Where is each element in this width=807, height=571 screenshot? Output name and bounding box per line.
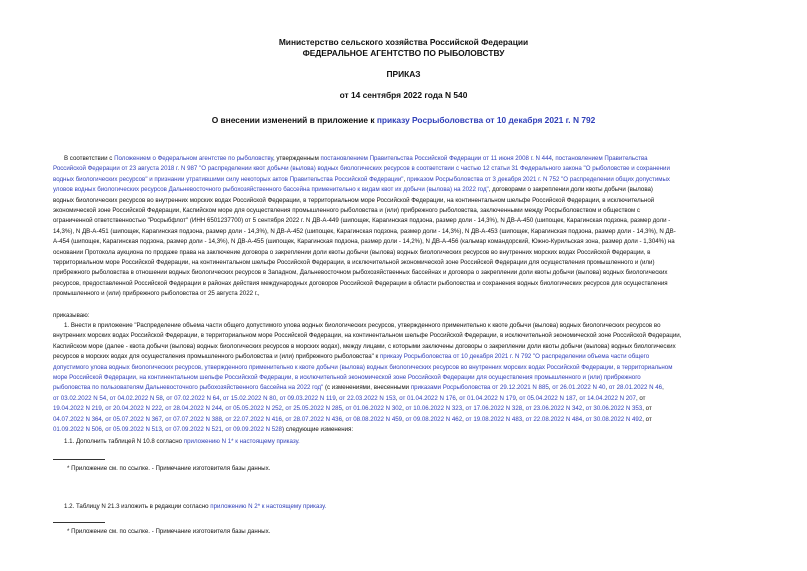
text-run: , bbox=[101, 426, 106, 433]
doc-link[interactable]: * к настоящему приказу. bbox=[257, 503, 327, 510]
doc-title-text: О внесении изменений в приложение к bbox=[211, 115, 377, 125]
text-line bbox=[53, 384, 807, 392]
text-run: , bbox=[162, 394, 167, 402]
doc-link[interactable]: от 09.03.2022 N 119 bbox=[279, 394, 336, 402]
doc-link[interactable]: от 20.04.2022 N 222 bbox=[105, 405, 162, 413]
text-run: , bbox=[161, 415, 166, 423]
text-run: , bbox=[551, 155, 556, 162]
text-run: экономической зоне Российской Федерации, Каспийском море для осуществления промышленного рыболовства и (или) прибрежного рыболовства, заключенными между Росрыболовством и обществом с bbox=[53, 207, 640, 214]
text-run: , bbox=[395, 394, 400, 402]
text-run: территориальном море Российской Федерации, на континентальном шельфе Российской Федерации, в исключительной экономической зоне Российской Федерации для осуществления промышленного и (или) bbox=[53, 259, 655, 266]
text-run: , bbox=[455, 394, 460, 402]
footnote-divider bbox=[53, 459, 105, 460]
text-line bbox=[53, 364, 807, 372]
doc-date-number: от 14 сентября 2022 года N 540 bbox=[339, 90, 468, 100]
order-word: приказываю: bbox=[53, 312, 90, 319]
doc-link[interactable]: приказами Росрыболовства от 29.12.2021 N 885 bbox=[410, 384, 549, 392]
text-run: , bbox=[106, 394, 110, 402]
text-run: , bbox=[515, 394, 520, 402]
doc-link[interactable]: от 07.02.2022 N 64 bbox=[166, 394, 220, 402]
text-run: внутренних морских водах Российской Федерации, в территориальном море Российской Федерации, на континентальном шельфе Российской Федерации, в исключительной экономической зоне Российской Федерации, bbox=[53, 332, 682, 340]
doc-link[interactable]: от 19.08.2022 N 483 bbox=[465, 415, 523, 423]
doc-link[interactable]: от 05.04.2022 N 187 bbox=[519, 394, 576, 402]
doc-link[interactable]: от 25.05.2022 N 285 bbox=[285, 405, 343, 413]
text-line bbox=[64, 322, 807, 330]
text-line bbox=[53, 343, 807, 351]
doc-link[interactable]: от 05.07.2022 N 367 bbox=[105, 415, 162, 423]
text-run: , bbox=[582, 405, 586, 413]
text-run: Каспийском море (далее - квота добычи (вылова) водных биологических ресурсов в морских водах), между лицами, с которыми заключены договоры о закреплении доли квоты добычи (вылова) водных биологических bbox=[53, 342, 676, 350]
doc-link[interactable]: от 28.07.2022 N 436 bbox=[285, 415, 343, 423]
doc-link[interactable]: от 08.08.2022 N 459 bbox=[345, 415, 403, 423]
text-run: , bbox=[281, 405, 286, 413]
doc-link[interactable]: от 09.08.2022 N 462 bbox=[405, 415, 463, 423]
doc-link[interactable]: Российской Федерации от 23 августа 2018 г. N 987 "О распределении квот добычи (вылова) водных биологических ресурсов в соответствии с частью 12 статьи 31 Федерального закона "О рыболовстве и сохранении bbox=[53, 165, 670, 173]
text-line bbox=[53, 217, 807, 225]
text-run: ) следующие изменения: bbox=[281, 426, 354, 433]
text-line bbox=[64, 155, 807, 163]
doc-link[interactable]: от 15.02.2022 N 80 bbox=[222, 394, 277, 402]
doc-link[interactable]: от 14.04.2022 N 207 bbox=[579, 394, 636, 402]
doc-link[interactable]: от 03.02.2022 N 54 bbox=[53, 394, 107, 402]
text-run: , bbox=[219, 394, 223, 402]
text-run: А-454 (шипощек, Карагинская подзона, размер доли - 14,3%), N ДВ-А-455 (шипощек, Карагинская подзона, размер доли - 14,2%), N ДВ-А-456 (кальмар командорский, Южно-Курильская зона, размер доли - 1,304%) на bbox=[53, 238, 675, 246]
doc-link[interactable]: от 10.06.2022 N 323 bbox=[405, 405, 463, 413]
text-line bbox=[53, 186, 807, 194]
text-run: , bbox=[276, 394, 280, 402]
text-run: , bbox=[522, 415, 526, 423]
text-run: , от bbox=[642, 415, 652, 423]
doc-link[interactable]: от 26.01.2022 N 40 bbox=[552, 384, 606, 392]
text-run: 1.1. Дополнить таблицей N 10.8 согласно bbox=[64, 438, 184, 445]
text-run: , от bbox=[642, 405, 652, 413]
text-run: прибрежного рыболовства в отношении водных биологических ресурсов в Западном, Дальневосточном рыбохозяйственных бассейнах и договора о закреплении доли квоты добычи (вылова) водных биологических bbox=[53, 269, 668, 277]
text-line bbox=[53, 197, 807, 205]
footnote-2: * Приложение см. по ссылке. - Примечание изготовителя базы данных. bbox=[67, 528, 271, 535]
doc-link[interactable]: от 28.01.2022 N 46 bbox=[608, 384, 663, 392]
doc-title bbox=[0, 115, 807, 125]
text-line bbox=[53, 249, 807, 257]
doc-link[interactable]: от 17.06.2022 N 328 bbox=[465, 405, 523, 413]
text-run: , от bbox=[635, 394, 646, 402]
text-run: , bbox=[605, 384, 609, 392]
ministry-name: Министерство сельского хозяйства Российской Федерации bbox=[278, 37, 529, 47]
text-run: , bbox=[101, 405, 106, 413]
text-run: ограниченной ответственностью "Росрыбфлот" (ИНН 6501237700) от 5 сентября 2022 г. N ДВ-А-449 (шипощек, Карагинская подзона, размер доли - 14,3%), N ДВ-А-450 (шипощек, Карагинская подзона, размер доли - bbox=[53, 217, 671, 225]
text-run: , bbox=[402, 405, 406, 413]
text-run: ресурсов в морских водах для осуществления промышленного рыболовства и (или) прибрежного рыболовства" к bbox=[53, 353, 380, 361]
text-run: , bbox=[342, 405, 346, 413]
doc-link[interactable]: от 28.04.2022 N 244 bbox=[165, 405, 222, 413]
text-line bbox=[53, 353, 807, 361]
text-line bbox=[53, 165, 807, 173]
agency-name: ФЕДЕРАЛЬНОЕ АГЕНТСТВО ПО РЫБОЛОВСТВУ bbox=[302, 48, 505, 58]
doc-type: ПРИКАЗ bbox=[386, 69, 421, 79]
text-run: , bbox=[281, 415, 286, 423]
doc-link[interactable]: от 04.02.2022 N 58 bbox=[109, 394, 163, 402]
footnote-divider bbox=[53, 522, 105, 523]
text-line bbox=[53, 426, 807, 434]
item-1-2 bbox=[64, 503, 807, 511]
text-run: , bbox=[582, 415, 586, 423]
text-run: , bbox=[101, 415, 106, 423]
doc-link[interactable]: 01.09.2022 N 506 bbox=[53, 426, 102, 433]
text-line bbox=[53, 405, 807, 413]
text-run: 1.2. Таблицу N 21.3 изложить в редакции согласно bbox=[64, 503, 211, 510]
text-run: основании Протокола аукциона по продаже права на заключение договора о закреплении доли квоты добычи (вылова) водных биологических ресурсов во внутренних морских водах Российской Федерации, в bbox=[53, 248, 651, 256]
doc-link[interactable]: приложению N 2 bbox=[210, 503, 258, 510]
doc-link[interactable]: допустимого улова водных биологических ресурсов, утвержденного применительно к квоте добычи (вылова) водных биологических ресурсов во внутренних морских водах Российской Федерации, в территориальном bbox=[53, 363, 673, 371]
text-run: , bbox=[221, 405, 226, 413]
text-run: , bbox=[402, 415, 406, 423]
text-run: , bbox=[548, 384, 553, 392]
doc-link[interactable]: от 05.09.2022 N 513 bbox=[105, 426, 162, 433]
doc-link[interactable]: * к настоящему приказу. bbox=[231, 438, 300, 445]
text-run: , bbox=[575, 394, 580, 402]
doc-link[interactable]: от 23.06.2022 N 342 bbox=[525, 405, 583, 413]
doc-link[interactable]: от 01.04.2022 N 176 bbox=[399, 394, 456, 402]
text-line bbox=[53, 332, 807, 340]
doc-link[interactable]: приложению N 1 bbox=[183, 438, 232, 445]
doc-link[interactable]: 04.07.2022 N 364 bbox=[53, 415, 102, 423]
text-run: , bbox=[403, 175, 407, 183]
doc-link[interactable]: от 30.06.2022 N 353 bbox=[585, 405, 643, 413]
text-line bbox=[53, 416, 807, 424]
text-line bbox=[53, 290, 807, 298]
doc-link[interactable]: уловов водных биологических ресурсов Дальневосточного рыбохозяйственного бассейна применительно к видам квот их добычи (вылова) на 2022 год" bbox=[53, 186, 489, 194]
item-1-1 bbox=[64, 438, 807, 446]
text-run: , утвержденным bbox=[272, 155, 321, 162]
doc-link[interactable]: рыболовства по пользователям Дальневосточного рыбохозяйственного бассейна на 2022 год" bbox=[53, 384, 324, 392]
doc-link[interactable]: приказом Росрыболовства от 3 декабря 2021 г. N 752 "О распределении общих допустимых bbox=[406, 175, 670, 183]
doc-link[interactable]: от 22.07.2022 N 416 bbox=[225, 415, 282, 423]
text-line bbox=[53, 259, 807, 267]
text-run: , bbox=[462, 405, 466, 413]
doc-link[interactable]: от 01.04.2022 N 179 bbox=[459, 394, 516, 402]
text-run: , bbox=[462, 415, 466, 423]
doc-link[interactable]: 19.04.2022 N 219 bbox=[53, 405, 102, 413]
text-run: промышленного и (или) прибрежного рыболовства от 25 августа 2022 г., bbox=[53, 290, 260, 298]
text-run: , bbox=[522, 405, 526, 413]
doc-link[interactable]: водных биологических ресурсов" и признании утратившими силу некоторых актов Правительства Российской Федерации" bbox=[53, 175, 404, 183]
text-run: , договорами о закреплении доли квоты добычи (вылова) bbox=[488, 186, 653, 194]
text-run: 14,3%), N ДВ-А-451 (шипощек, Карагинская подзона, размер доли - 14,3%), N ДВ-А-452 (шипощек, Карагинская подзона, размер доли - 14,3%), N ДВ-А-453 (шипощек, Карагинская подзона, размер доли - 14,3%), N ДВ- bbox=[53, 227, 676, 235]
text-run: ресурсов, предоставленной Российской Федерации в районах действия международных договоров Российской Федерации в области рыболовства и сохранения водных биологических ресурсов для осуществления bbox=[53, 279, 668, 287]
doc-link[interactable]: от 09.09.2022 N 528 bbox=[225, 426, 282, 433]
text-run: , bbox=[662, 384, 664, 392]
text-line bbox=[53, 228, 807, 236]
text-run: , bbox=[342, 415, 346, 423]
text-line bbox=[53, 280, 807, 288]
doc-link[interactable]: от 30.08.2022 N 492 bbox=[585, 415, 643, 423]
doc-link[interactable]: от 07.07.2022 N 388 bbox=[165, 415, 222, 423]
text-run: водных биологических ресурсов во внутренних морских водах Российской Федерации, в территориальном море Российской Федерации, на континентальном шельфе Российской Федерации, в исключительной bbox=[53, 196, 655, 204]
text-line bbox=[53, 176, 807, 184]
text-run: , bbox=[221, 426, 226, 433]
text-run: , bbox=[161, 426, 166, 433]
text-run: В соответствии с bbox=[64, 155, 115, 162]
text-line bbox=[53, 238, 807, 246]
text-run: (с изменениями, внесенными bbox=[323, 384, 411, 392]
doc-link[interactable]: от 22.03.2022 N 153 bbox=[339, 394, 396, 402]
text-run: , bbox=[161, 405, 166, 413]
text-line bbox=[53, 374, 807, 382]
text-line bbox=[53, 207, 807, 215]
text-run: , bbox=[335, 394, 340, 402]
doc-link[interactable]: море Российской Федерации, на континентальном шельфе Российской Федерации, в исключительной экономической зоне Российской Федерации для осуществления промышленного и (или) прибрежного bbox=[53, 374, 641, 381]
text-line bbox=[53, 269, 807, 277]
doc-link[interactable]: от 07.09.2022 N 521 bbox=[165, 426, 222, 433]
text-run: , bbox=[221, 415, 226, 423]
text-line bbox=[53, 395, 807, 403]
doc-title-link[interactable]: приказу Росрыболовства от 10 декабря 2021 г. N 792 bbox=[376, 115, 596, 125]
doc-link[interactable]: постановлением Правительства Российской Федерации от 11 июня 2008 г. N 444 bbox=[320, 155, 552, 162]
doc-link[interactable]: постановлением Правительства bbox=[555, 155, 648, 162]
doc-link[interactable]: Положением о Федеральном агентстве по рыболовству bbox=[114, 155, 273, 162]
doc-link[interactable]: от 01.06.2022 N 302 bbox=[345, 405, 403, 413]
doc-link[interactable]: от 22.08.2022 N 484 bbox=[525, 415, 583, 423]
text-run: 1. Внести в приложение "Распределение объема части общего допустимого улова водных биологических ресурсов, утвержденного применительно к квоте добычи (вылова) водных биологических ресурсов во bbox=[64, 322, 661, 329]
footnote-1: * Приложение см. по ссылке. - Примечание изготовителя базы данных. bbox=[67, 465, 271, 472]
doc-link[interactable]: от 05.05.2022 N 252 bbox=[225, 405, 282, 413]
doc-link[interactable]: приказу Росрыболовства от 10 декабря 2021 г. N 792 "О распределении объема части общего bbox=[379, 353, 650, 361]
